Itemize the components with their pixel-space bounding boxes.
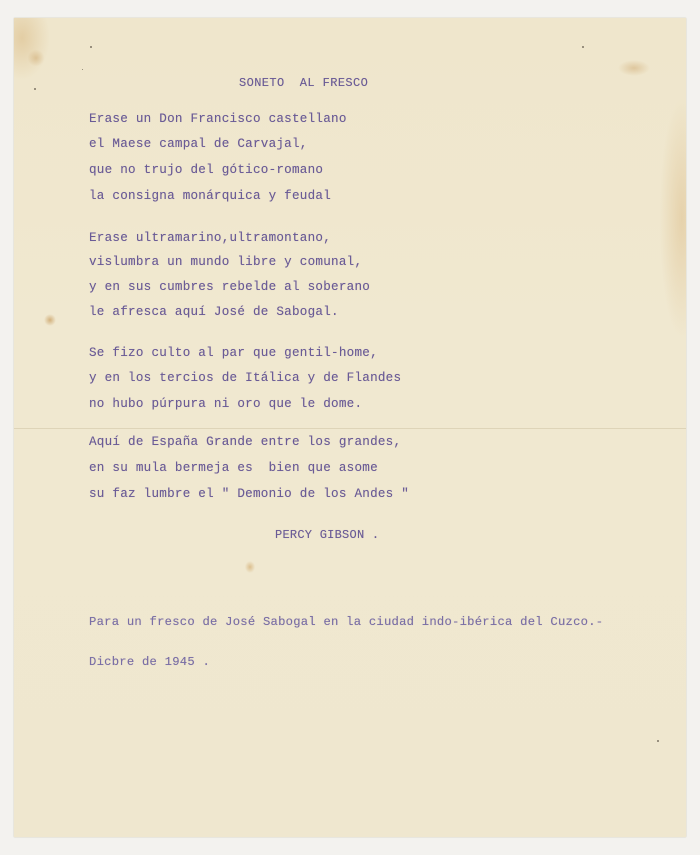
poem-line: Se fizo culto al par que gentil-home, <box>89 346 378 360</box>
typewritten-page <box>14 18 686 837</box>
poem-line: y en los tercios de Itálica y de Flandes <box>89 371 402 385</box>
paper-speck <box>90 46 92 48</box>
paper-fold-line <box>14 428 686 429</box>
poem-line: Erase ultramarino,ultramontano, <box>89 231 332 245</box>
dedication-footnote <box>89 592 603 695</box>
poem-line: le afresca aquí José de Sabogal. <box>89 305 339 319</box>
paper-speck <box>657 740 659 742</box>
poem-line: Aquí de España Grande entre los grandes, <box>89 435 402 449</box>
poem-line: vislumbra un mundo libre y comunal, <box>89 255 363 269</box>
poem-line: la consigna monárquica y feudal <box>89 189 332 203</box>
poem-line: y en sus cumbres rebelde al soberano <box>89 280 371 294</box>
poem-line: no hubo púrpura ni oro que le dome. <box>89 397 363 411</box>
footnote-line: Para un fresco de José Sabogal en la ciudad indo-ibérica del Cuzco.- <box>89 615 604 630</box>
paper-speck <box>82 69 83 70</box>
poem-line: en su mula bermeja es bien que asome <box>89 461 378 475</box>
poem-line: su faz lumbre el " Demonio de los Andes " <box>89 487 410 501</box>
poem-line: que no trujo del gótico-romano <box>89 163 324 177</box>
paper-speck <box>34 88 36 90</box>
paper-speck <box>582 46 584 48</box>
poem-title: SONETO AL FRESCO <box>239 76 369 90</box>
author-signature: PERCY GIBSON . <box>275 528 380 542</box>
poem-line: el Maese campal de Carvajal, <box>89 137 308 151</box>
poem-line: Erase un Don Francisco castellano <box>89 112 347 126</box>
footnote-line: Dicbre de 1945 . <box>89 654 211 669</box>
